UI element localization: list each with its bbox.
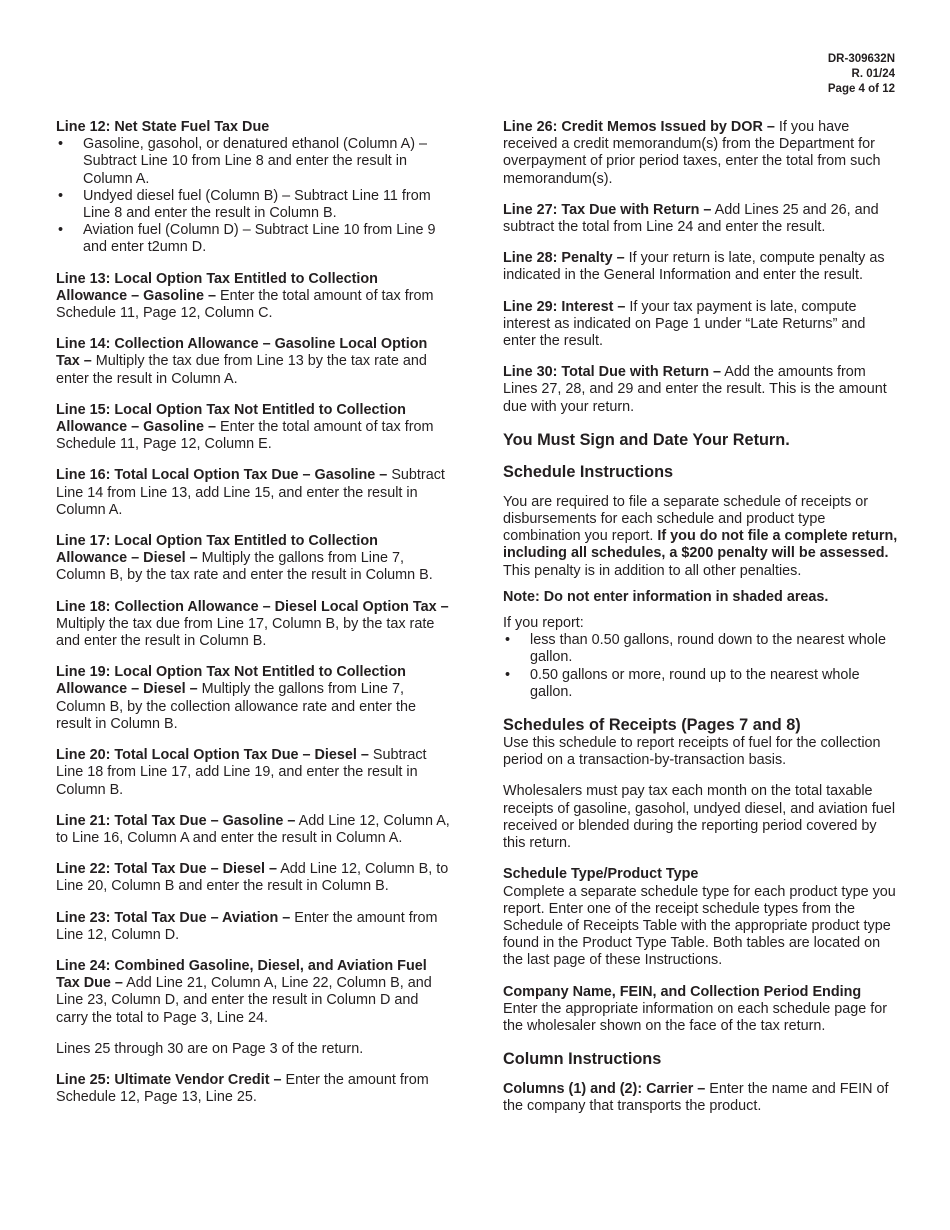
line-20: Line 20: Total Local Option Tax Due – Diesel – Subtract Line 18 from Line 17, add Line 19, and enter the result in Column B. (56, 747, 427, 798)
schedule-instructions-heading: Schedule Instructions (503, 462, 674, 481)
form-header (828, 52, 895, 97)
line-12-item: • Undyed diesel fuel (Column B) – Subtract Line 11 from Line 8 and enter the result in Column B. (56, 188, 450, 222)
line-17: Line 17: Local Option Tax Entitled to Collection Allowance – Diesel – Multiply the gallons from Line 7, Column B, by the tax rate and enter the result in Column B. (56, 533, 433, 584)
line-16: Line 16: Total Local Option Tax Due – Gasoline – Subtract Line 14 from Line 13, add Line 15, and enter the result in Column A. (56, 467, 445, 518)
schedules-receipts-heading: Schedules of Receipts (Pages 7 and 8) (503, 716, 801, 735)
line-27: Line 27: Tax Due with Return – Add Lines 25 and 26, and subtract the total from Line 24 and enter the result. (503, 201, 879, 236)
line-29: Line 29: Interest – If your tax payment is late, compute interest as indicated on Page 1 under “Late Returns” and enter the result. (503, 298, 866, 350)
rounding-item: • 0.50 gallons or more, round up to the nearest whole gallon. (503, 667, 899, 701)
line-15: Line 15: Local Option Tax Not Entitled to Collection Allowance – Gasoline – Enter the total amount of tax from Schedule 11, Page 12, Column E. (56, 401, 434, 453)
line-22: Line 22: Total Tax Due – Diesel – Add Line 12, Column B, to Line 20, Column B and enter the result in Column B. (56, 861, 449, 895)
schedule-type-text: Complete a separate schedule type for each product type you report. Enter one of the receipt schedule types from the Schedule of Receipts Table with the appropriate product type found in the Product Type Table. Both tables are located on the last page of these Instructions. (503, 883, 896, 969)
shaded-areas-note: Note: Do not enter information in shaded areas. (503, 588, 829, 605)
company-text: Enter the appropriate information on each schedule page for the wholesaler shown on the face of the tax return. (503, 1000, 888, 1034)
line-12-item: • Aviation fuel (Column D) – Subtract Line 10 from Line 9 and enter t2umn D. (56, 222, 450, 256)
page-number: Page 4 of 12 (827, 83, 895, 95)
line-28: Line 28: Penalty – If your return is late, compute penalty as indicated in the General Information and enter the result. (503, 250, 885, 284)
line-21: Line 21: Total Tax Due – Gasoline – Add Line 12, Column A, to Line 16, Column A and enter the result in Column A. (56, 812, 450, 846)
if-you-report: If you report: (503, 615, 584, 632)
line-18: Line 18: Collection Allowance – Diesel Local Option Tax – Multiply the tax due from Line 17, Column B, by the tax rate and enter the result in Column B. (56, 598, 449, 650)
line-23: Line 23: Total Tax Due – Aviation – Enter the amount from Line 12, Column D. (56, 909, 438, 943)
schedules-receipts-text-2: Wholesalers must pay tax each month on the total taxable receipts of gasoline, gasohol, undyed diesel, and aviation fuel received or blended during the reporting period covered by this return. (503, 783, 896, 852)
schedules-receipts-text-1: Use this schedule to report receipts of fuel for the collection period on a transaction-by-transaction basis. (503, 735, 881, 769)
form-id: DR-309632N (827, 53, 895, 65)
line-19: Line 19: Local Option Tax Not Entitled to Collection Allowance – Diesel – Multiply the gallons from Line 7, Column B, by the collection allowance rate and enter the result in Column B. (56, 664, 416, 732)
schedule-type-heading: Schedule Type/Product Type (503, 866, 699, 883)
line-24: Line 24: Combined Gasoline, Diesel, and Aviation Fuel Tax Due – Add Line 21, Column A, Line 22, Column B, and Line 23, Column D, and enter the result in Column D and carry the total to Page 3, Line 24. (56, 957, 432, 1026)
rounding-item: • less than 0.50 gallons, round down to the nearest whole gallon. (503, 632, 899, 666)
line-14: Line 14: Collection Allowance – Gasoline Local Option Tax – Multiply the tax due from Line 13 by the tax rate and enter the result in Column A. (56, 336, 428, 387)
form-revision: R. 01/24 (851, 68, 895, 80)
company-heading: Company Name, FEIN, and Collection Period Ending (503, 983, 862, 1000)
line-12-list (56, 136, 450, 256)
column-instructions-heading: Column Instructions (503, 1050, 662, 1069)
line-25: Line 25: Ultimate Vendor Credit – Enter the amount from Schedule 12, Page 13, Line 25. (56, 1071, 429, 1106)
rounding-list (503, 632, 899, 701)
columns-1-2-carrier: Columns (1) and (2): Carrier – Enter the name and FEIN of the company that transports the product. (503, 1081, 889, 1115)
schedule-instructions-text: You are required to file a separate schedule of receipts or disbursements for each schedule and product type combination you report. If you do not file a complete return, including all schedules, a $200 penalty will be assessed. This penalty is in addition to all other penalties. (503, 493, 898, 579)
line-26: Line 26: Credit Memos Issued by DOR – If you have received a credit memorandum(s) from the Department for overpayment of prior period taxes, enter the total from such memorandum(s). (503, 119, 881, 187)
line-12-heading: Line 12: Net State Fuel Tax Due (56, 119, 270, 135)
left-column (56, 119, 450, 1120)
line-13: Line 13: Local Option Tax Entitled to Collection Allowance – Gasoline – Enter the total amount of tax from Schedule 11, Page 12, Column C. (56, 270, 434, 322)
right-column (503, 119, 899, 1130)
line-12-item: • Gasoline, gasohol, or denatured ethanol (Column A) – Subtract Line 10 from Line 8 and enter the result in Column A. (56, 136, 450, 188)
sign-heading: You Must Sign and Date Your Return. (503, 430, 790, 449)
lines-25-30-note: Lines 25 through 30 are on Page 3 of the return. (56, 1040, 364, 1057)
line-30: Line 30: Total Due with Return – Add the amounts from Lines 27, 28, and 29 and enter the result. This is the amount due with your return. (503, 364, 887, 415)
